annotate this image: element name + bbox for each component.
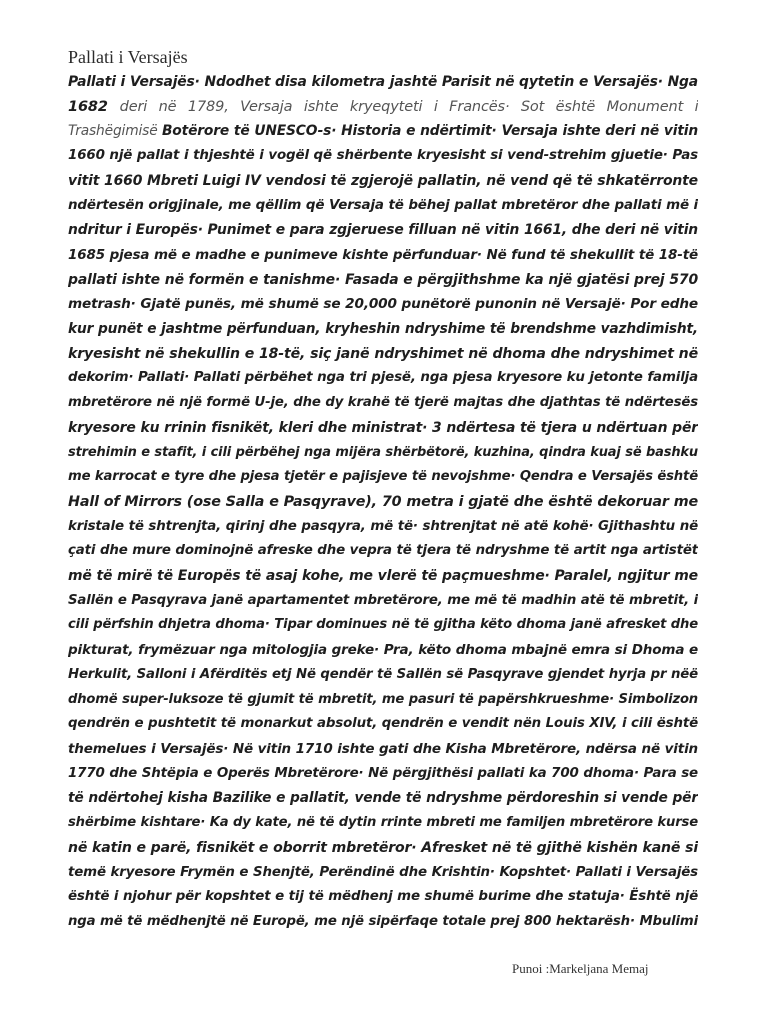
text-line-34: është i njohur për kopshtet e tij të mëdhenj me shumë burime dhe statuja· Është një — [68, 889, 698, 905]
text-line-18: Hall of Mirrors (ose Salla e Pasqyrave), 70 metra i gjatë dhe është dekoruar me — [68, 493, 698, 510]
text-line-27: qendrën e pushtetit të monarkut absolut, qendrën e vendit nën Louis XIV, i cili është — [68, 716, 698, 732]
text-line-30: të ndërtohej kisha Bazilike e pallatit, vende të ndryshme përdoreshin si vende për — [68, 790, 698, 807]
text-line-1: Pallati i Versajës· Ndodhet disa kilometra jashtë Parisit në qytetin e Versajës· Nga — [68, 74, 698, 90]
text-line-12: kryesisht në shekullin e 18-të, siç janë ndryshimet në dhoma dhe ndryshimet në — [68, 345, 698, 362]
text-line-9: pallati ishte në formën e tanishme· Fasada e përgjithshme ka një gjatësi prej 570 — [68, 271, 698, 288]
text-line-35: nga më të mëdhenjtë në Europë, me një sipërfaqe totale prej 800 hektarësh· Mbulimi — [68, 913, 698, 929]
text-line-29: 1770 dhe Shtëpia e Operës Mbretërore· Në përgjithësi pallati ka 700 dhoma· Para se — [68, 765, 698, 781]
text-line-16: strehimin e stafit, i cili përbëhej nga mijëra shërbëtorë, kuzhina, qindra kuaj së bashku — [68, 444, 698, 460]
text-line-19: kristale të shtrenjta, qirinj dhe pasqyra, më të· shtrenjtat në atë kohë· Gjithashtu në — [68, 518, 698, 534]
text-line-31: shërbime kishtare· Ka dy kate, në të dytin rrinte mbreti me familjen mbretërore kurse — [68, 815, 698, 831]
text-line-13: dekorim· Pallati· Pallati përbëhet nga tri pjesë, nga pjesa kryesore ku jetonte familja — [68, 370, 698, 386]
author-credit: Punoi :Markeljana Memaj — [512, 961, 649, 976]
text-line-5: vitit 1660 Mbreti Luigi IV vendosi të zgjerojë pallatin, në vend që të shkatërronte — [68, 172, 698, 189]
text-line-20: çati dhe mure dominojnë afreske dhe vepra të tjera të ndryshme të artit nga artistët — [68, 543, 698, 559]
text-line-8: 1685 pjesa më e madhe e punimeve kishte përfunduar· Në fund të shekullit të 18-të — [68, 246, 698, 263]
text-line-28: themelues i Versajës· Në vitin 1710 ishte gati dhe Kisha Mbretërore, ndërsa në vitin — [68, 740, 698, 757]
text-line-22: Sallën e Pasqyrava janë apartamentet mbretërore, me më të madhin atë të mbretit, i — [68, 592, 698, 608]
text-line-3: Trashëgimisë Botërore të UNESCO-s· Historia e ndërtimit· Versaja ishte deri në vitin — [68, 123, 698, 140]
text-line-26: dhomë super-luksoze të gjumit të mbretit, me pasuri të papërshkrueshme· Simbolizon — [68, 691, 698, 707]
text-line-32: në katin e parë, fisnikët e oborrit mbretëror· Afresket në të gjithë kishën kanë si — [68, 839, 698, 856]
text-line-4: 1660 një pallat i thjeshtë i vogël që shërbente kryesisht si vend-strehim gjuetie· Pas — [68, 148, 698, 164]
text-line-24: pikturat, frymëzuar nga mitologjia greke· Pra, këto dhoma mbajnë emra si Dhoma e — [68, 642, 698, 659]
text-line-21: më të mirë të Europës të asaj kohe, me vlerë të paçmueshme· Paralel, ngjitur me — [68, 568, 698, 585]
text-line-15: kryesore ku rrinin fisnikët, kleri dhe ministrat· 3 ndërtesa të tjera u ndërtuan për — [68, 419, 698, 436]
text-line-7: ndritur i Europës· Punimet e para zgjeruese filluan në vitin 1661, dhe deri në vitin — [68, 222, 698, 239]
text-line-10: metrash· Gjatë punës, më shumë se 20,000 punëtorë punonin në Versajë· Por edhe — [68, 296, 698, 313]
document-body — [68, 70, 698, 935]
text-line-23: cili përfshin dhjetra dhoma· Tipar dominues në të gjitha këto dhoma janë afresket dhe — [68, 617, 698, 633]
text-line-14: mbretërore në një formë U-je, dhe dy krahë të tjerë majtas dhe djathtas të ndërtesës — [68, 395, 698, 411]
text-line-6: ndërtesën origjinale, me qëllim që Versaja të bëhej pallat mbretëror dhe pallati më i — [68, 197, 698, 213]
text-line-2: 1682 deri në 1789, Versaja ishte kryeqyteti i Francës· Sot është Monument i — [68, 98, 698, 115]
document-title: Pallati i Versajës — [68, 47, 188, 67]
text-line-17: me karrocat e tyre dhe pjesa tjetër e pajisjeve të nevojshme· Qendra e Versajës është — [68, 469, 698, 485]
text-line-25: Herkulit, Salloni i Afërditës etj Në qendër të Sallën së Pasqyrave gjendet hyrja pr nëë — [68, 666, 698, 682]
text-line-11: kur punët e jashtme përfunduan, kryheshin ndryshime të brendshme vazhdimisht, — [68, 321, 698, 338]
text-line-33: temë kryesore Frymën e Shenjtë, Perëndinë dhe Krishtin· Kopshtet· Pallati i Versajës — [68, 864, 698, 880]
